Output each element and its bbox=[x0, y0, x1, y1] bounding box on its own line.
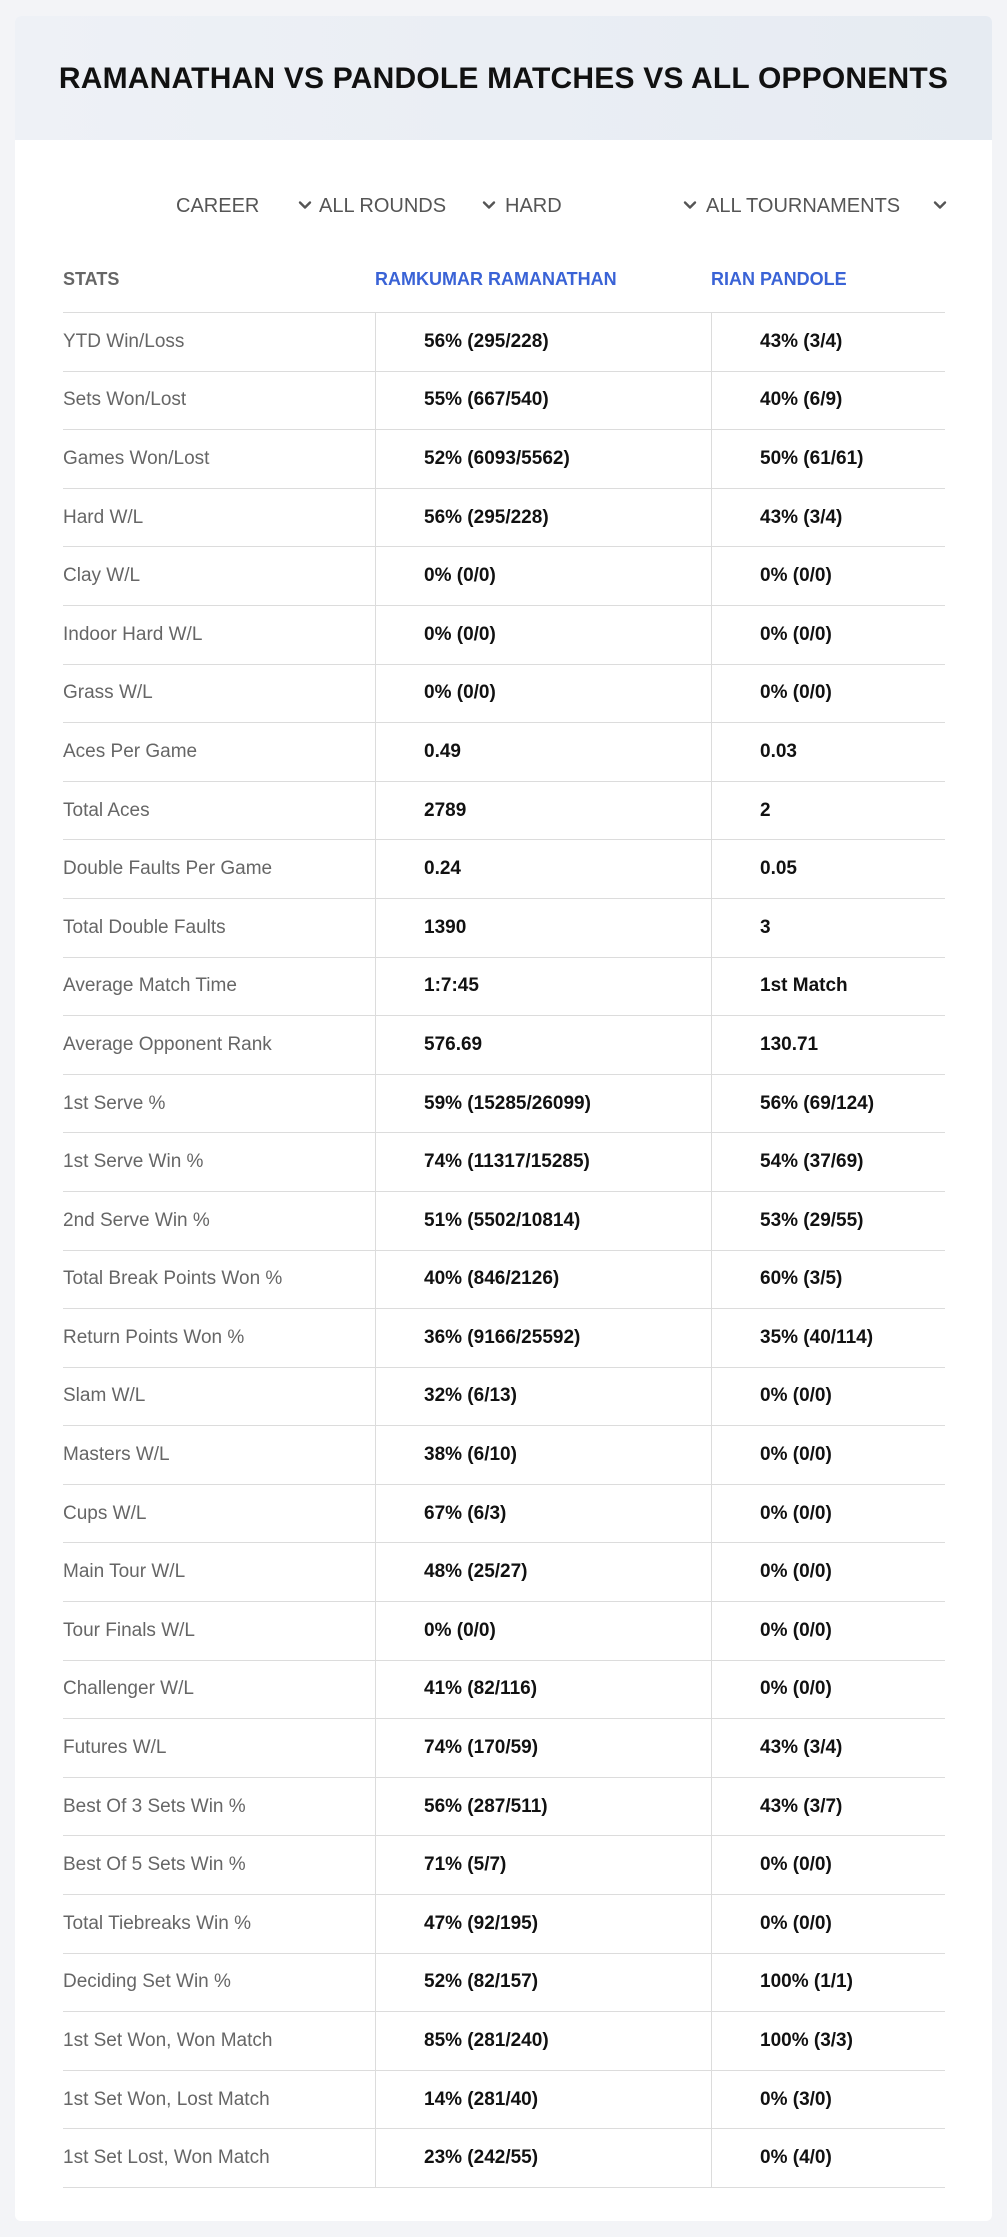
player2-stat-value: 53% (29/55) bbox=[711, 1192, 945, 1250]
page-title: RAMANATHAN VS PANDOLE MATCHES VS ALL OPPONENTS bbox=[58, 62, 949, 95]
player2-stat-value: 0% (0/0) bbox=[711, 1543, 945, 1601]
table-row bbox=[63, 1133, 945, 1192]
stat-label: Double Faults Per Game bbox=[63, 858, 273, 880]
player2-stat-value: 100% (1/1) bbox=[711, 1954, 945, 2012]
player2-stat-value: 0.03 bbox=[711, 723, 945, 781]
player1-stat-value: 0% (0/0) bbox=[375, 1602, 711, 1660]
table-row bbox=[63, 899, 945, 958]
surface-select-value: HARD bbox=[505, 194, 562, 217]
stat-label: Average Opponent Rank bbox=[63, 1033, 272, 1055]
stat-label: YTD Win/Loss bbox=[63, 330, 185, 352]
player1-stat-value: 2789 bbox=[375, 782, 711, 840]
table-row bbox=[63, 1251, 945, 1310]
player2-stat-value: 3 bbox=[711, 899, 945, 957]
stat-label: Best Of 5 Sets Win % bbox=[63, 1854, 246, 1876]
player1-stat-value: 576.69 bbox=[375, 1016, 711, 1074]
player1-stat-value: 40% (846/2126) bbox=[375, 1251, 711, 1309]
player2-stat-value: 100% (3/3) bbox=[711, 2012, 945, 2070]
stat-label: Slam W/L bbox=[63, 1385, 146, 1407]
surface-select[interactable] bbox=[505, 188, 700, 224]
table-row bbox=[63, 1836, 945, 1895]
player1-stat-value: 67% (6/3) bbox=[375, 1485, 711, 1543]
player1-stat-value: 1:7:45 bbox=[375, 958, 711, 1016]
table-row bbox=[63, 2012, 945, 2071]
table-row bbox=[63, 1719, 945, 1778]
stat-label: Main Tour W/L bbox=[63, 1561, 186, 1583]
player2-stat-value: 54% (37/69) bbox=[711, 1133, 945, 1191]
table-row bbox=[63, 1661, 945, 1720]
stat-label: 2nd Serve Win % bbox=[63, 1209, 210, 1231]
player1-stat-value: 48% (25/27) bbox=[375, 1543, 711, 1601]
stat-label: Aces Per Game bbox=[63, 740, 198, 762]
table-row bbox=[63, 2071, 945, 2130]
player2-stat-value: 43% (3/4) bbox=[711, 1719, 945, 1777]
table-row bbox=[63, 723, 945, 782]
stat-label: Deciding Set Win % bbox=[63, 1971, 231, 1993]
table-row bbox=[63, 1485, 945, 1544]
table-row bbox=[63, 1895, 945, 1954]
stat-label: Grass W/L bbox=[63, 682, 153, 704]
player1-stat-value: 23% (242/55) bbox=[375, 2129, 711, 2187]
player1-stat-value: 47% (92/195) bbox=[375, 1895, 711, 1953]
stats-table bbox=[63, 246, 945, 2188]
stat-label: 1st Set Won, Lost Match bbox=[63, 2088, 270, 2110]
player2-stat-value: 2 bbox=[711, 782, 945, 840]
stat-label: Sets Won/Lost bbox=[63, 389, 187, 411]
table-row bbox=[63, 606, 945, 665]
table-row bbox=[63, 1543, 945, 1602]
player2-stat-value: 0% (4/0) bbox=[711, 2129, 945, 2187]
table-row bbox=[63, 1192, 945, 1251]
player1-stat-value: 52% (6093/5562) bbox=[375, 430, 711, 488]
tournaments-select-value: ALL TOURNAMENTS bbox=[706, 194, 901, 217]
stat-label: Masters W/L bbox=[63, 1444, 170, 1466]
table-row bbox=[63, 1426, 945, 1485]
player1-stat-value: 0.49 bbox=[375, 723, 711, 781]
table-row bbox=[63, 313, 945, 372]
player1-stat-value: 74% (11317/15285) bbox=[375, 1133, 711, 1191]
player1-stat-value: 55% (667/540) bbox=[375, 372, 711, 430]
player2-stat-value: 56% (69/124) bbox=[711, 1075, 945, 1133]
table-row bbox=[63, 547, 945, 606]
player1-stat-value: 32% (6/13) bbox=[375, 1368, 711, 1426]
player1-stat-value: 0% (0/0) bbox=[375, 547, 711, 605]
stat-label: Hard W/L bbox=[63, 506, 144, 528]
table-row bbox=[63, 372, 945, 431]
player1-stat-value: 14% (281/40) bbox=[375, 2071, 711, 2129]
player1-stat-value: 0.24 bbox=[375, 840, 711, 898]
player2-stat-value: 40% (6/9) bbox=[711, 372, 945, 430]
stat-label: Clay W/L bbox=[63, 565, 141, 587]
table-row bbox=[63, 1309, 945, 1368]
stat-label: Return Points Won % bbox=[63, 1326, 245, 1348]
player2-stat-value: 0% (0/0) bbox=[711, 1895, 945, 1953]
player1-stat-value: 36% (9166/25592) bbox=[375, 1309, 711, 1367]
stat-label: 1st Set Won, Won Match bbox=[63, 2030, 273, 2052]
table-row bbox=[63, 1016, 945, 1075]
player1-stat-value: 56% (287/511) bbox=[375, 1778, 711, 1836]
table-body bbox=[63, 313, 945, 2188]
player2-stat-value: 43% (3/4) bbox=[711, 489, 945, 547]
table-row bbox=[63, 1368, 945, 1427]
player2-stat-value: 0% (0/0) bbox=[711, 1485, 945, 1543]
stat-label: Total Break Points Won % bbox=[63, 1268, 283, 1290]
player2-stat-value: 0% (0/0) bbox=[711, 665, 945, 723]
chevron-down-icon bbox=[480, 196, 498, 214]
player1-stat-value: 59% (15285/26099) bbox=[375, 1075, 711, 1133]
stat-label: Games Won/Lost bbox=[63, 447, 210, 469]
player1-stat-value: 85% (281/240) bbox=[375, 2012, 711, 2070]
player2-stat-value: 0% (0/0) bbox=[711, 606, 945, 664]
table-row bbox=[63, 489, 945, 548]
table-row bbox=[63, 1954, 945, 2013]
table-row bbox=[63, 840, 945, 899]
stat-label: Futures W/L bbox=[63, 1737, 167, 1759]
player2-name-link[interactable]: RIAN PANDOLE bbox=[711, 268, 847, 289]
player1-stat-value: 1390 bbox=[375, 899, 711, 957]
stat-label: Total Double Faults bbox=[63, 916, 226, 938]
table-row bbox=[63, 1602, 945, 1661]
player2-stat-value: 0% (0/0) bbox=[711, 1602, 945, 1660]
player2-stat-value: 60% (3/5) bbox=[711, 1251, 945, 1309]
player1-stat-value: 51% (5502/10814) bbox=[375, 1192, 711, 1250]
player1-stat-value: 56% (295/228) bbox=[375, 489, 711, 547]
stat-label: 1st Set Lost, Won Match bbox=[63, 2147, 270, 2169]
table-row bbox=[63, 1778, 945, 1837]
chevron-down-icon bbox=[681, 196, 699, 214]
player2-stat-value: 0% (3/0) bbox=[711, 2071, 945, 2129]
player1-stat-value: 38% (6/10) bbox=[375, 1426, 711, 1484]
table-row bbox=[63, 665, 945, 724]
chevron-down-icon bbox=[296, 196, 314, 214]
player2-stat-value: 0% (0/0) bbox=[711, 1368, 945, 1426]
stat-label: Total Tiebreaks Win % bbox=[63, 1912, 251, 1934]
table-row bbox=[63, 2129, 945, 2188]
player1-name-link[interactable]: RAMKUMAR RAMANATHAN bbox=[375, 268, 617, 289]
player1-stat-value: 0% (0/0) bbox=[375, 665, 711, 723]
card-header bbox=[15, 16, 992, 140]
stat-label: Best Of 3 Sets Win % bbox=[63, 1795, 246, 1817]
stat-label: Indoor Hard W/L bbox=[63, 623, 203, 645]
player2-stat-value: 35% (40/114) bbox=[711, 1309, 945, 1367]
player1-stat-value: 74% (170/59) bbox=[375, 1719, 711, 1777]
stat-label: 1st Serve % bbox=[63, 1092, 166, 1114]
stat-label: 1st Serve Win % bbox=[63, 1151, 204, 1173]
player1-stat-value: 71% (5/7) bbox=[375, 1836, 711, 1894]
player2-stat-value: 43% (3/4) bbox=[711, 313, 945, 371]
period-select[interactable] bbox=[176, 188, 321, 224]
period-select-value: CAREER bbox=[176, 194, 260, 217]
player2-stat-value: 0% (0/0) bbox=[711, 1836, 945, 1894]
player2-stat-value: 0% (0/0) bbox=[711, 1661, 945, 1719]
player1-stat-value: 52% (82/157) bbox=[375, 1954, 711, 2012]
filter-bar bbox=[15, 188, 992, 224]
chevron-down-icon bbox=[931, 196, 949, 214]
player2-stat-value: 1st Match bbox=[711, 958, 945, 1016]
player2-stat-value: 0% (0/0) bbox=[711, 1426, 945, 1484]
player2-stat-value: 130.71 bbox=[711, 1016, 945, 1074]
rounds-select-value: ALL ROUNDS bbox=[319, 194, 447, 217]
table-row bbox=[63, 782, 945, 841]
tournaments-select[interactable] bbox=[706, 188, 951, 224]
stat-label: Cups W/L bbox=[63, 1502, 147, 1524]
player2-stat-value: 0% (0/0) bbox=[711, 547, 945, 605]
player2-stat-value: 43% (3/7) bbox=[711, 1778, 945, 1836]
player1-stat-value: 41% (82/116) bbox=[375, 1661, 711, 1719]
table-row bbox=[63, 958, 945, 1017]
table-row bbox=[63, 430, 945, 489]
player2-stat-value: 0.05 bbox=[711, 840, 945, 898]
player1-stat-value: 56% (295/228) bbox=[375, 313, 711, 371]
rounds-select[interactable] bbox=[319, 188, 499, 224]
player1-stat-value: 0% (0/0) bbox=[375, 606, 711, 664]
stat-label: Average Match Time bbox=[63, 975, 237, 997]
stats-column-header: STATS bbox=[63, 268, 120, 289]
table-row bbox=[63, 1075, 945, 1134]
stats-card bbox=[15, 16, 992, 2221]
stat-label: Challenger W/L bbox=[63, 1678, 194, 1700]
stat-label: Total Aces bbox=[63, 799, 150, 821]
player2-stat-value: 50% (61/61) bbox=[711, 430, 945, 488]
stat-label: Tour Finals W/L bbox=[63, 1619, 195, 1641]
table-header bbox=[63, 246, 945, 313]
